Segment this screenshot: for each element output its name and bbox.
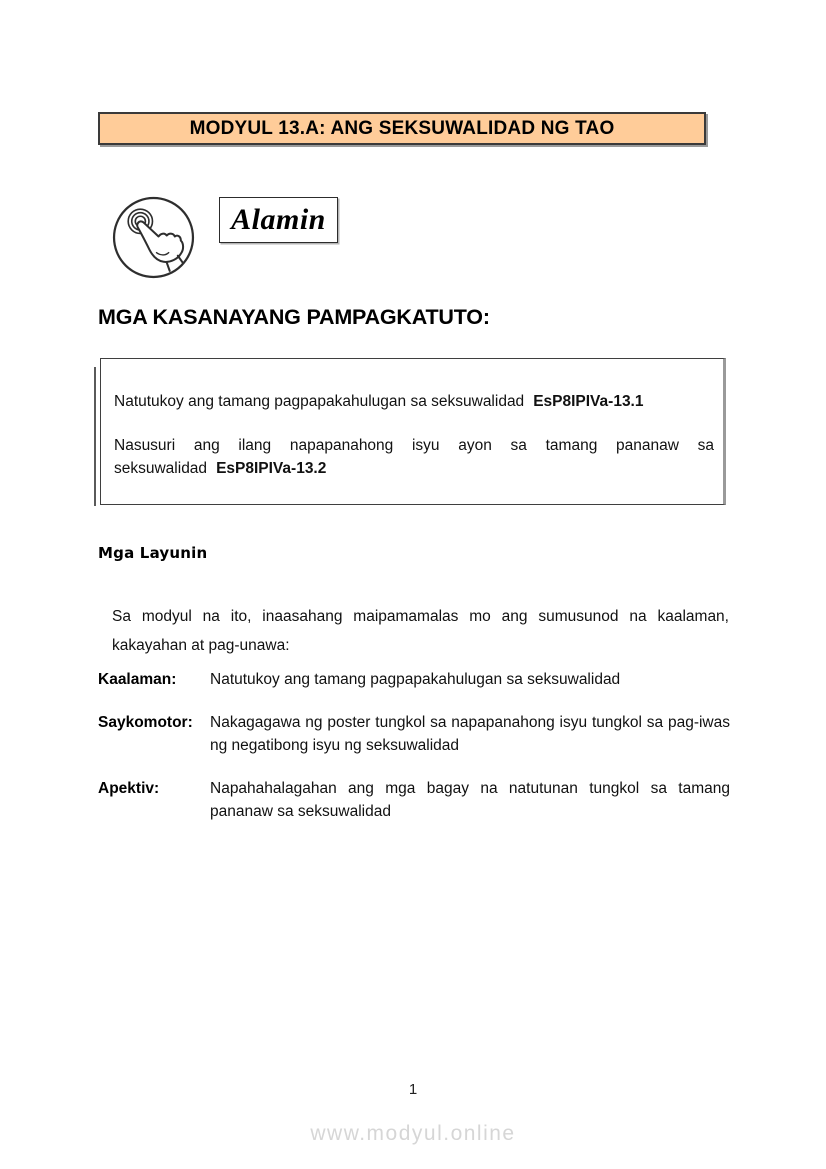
alamin-section-label: Alamin <box>231 203 326 236</box>
module-title: MODYUL 13.A: ANG SEKSUWALIDAD NG TAO <box>189 117 615 139</box>
competency-code: EsP8IPIVa-13.2 <box>216 460 327 477</box>
objective-label: Apektiv: <box>98 779 160 797</box>
objective-text: Nakagagawa ng poster tungkol sa napapanahong isyu tungkol sa pag-iwas ng negatibong isyu ng seksuwalidad <box>210 713 730 754</box>
competency-text: Natutukoy ang tamang pagpapakahulugan sa seksuwalidad <box>114 393 525 410</box>
objective-item-saykomotor <box>98 711 730 758</box>
competency-text: Nasusuri ang ilang napapanahong isyu ayon sa tamang pananaw sa seksuwalidad <box>114 437 714 477</box>
page-number: 1 <box>408 1081 418 1098</box>
alamin-section-box <box>219 197 338 243</box>
objective-item-kaalaman <box>98 668 730 692</box>
objectives-heading: Mga Layunin <box>98 544 208 562</box>
watermark-text: www.modyul.online <box>310 1122 516 1145</box>
competencies-box <box>100 358 726 505</box>
objective-text: Natutukoy ang tamang pagpapakahulugan sa seksuwalidad <box>210 671 621 688</box>
objectives-list <box>98 668 730 843</box>
touch-hand-icon <box>111 195 196 280</box>
module-title-banner <box>98 112 706 145</box>
objective-label: Saykomotor: <box>98 713 193 731</box>
learning-competencies-heading: MGA KASANAYANG PAMPAGKATUTO: <box>98 305 490 329</box>
competency-item <box>114 434 714 480</box>
objective-text: Napahahalagahan ang mga bagay na natutunan tungkol sa tamang pananaw sa seksuwalidad <box>210 779 730 820</box>
objective-item-apektiv <box>98 777 730 824</box>
objective-label: Kaalaman: <box>98 671 177 688</box>
competency-code: EsP8IPIVa-13.1 <box>533 393 644 410</box>
objectives-intro: Sa modyul na ito, inaasahang maipamamalas mo ang sumusunod na kaalaman, kakayahan at pag-unawa: <box>112 607 729 654</box>
competency-item <box>114 390 714 413</box>
